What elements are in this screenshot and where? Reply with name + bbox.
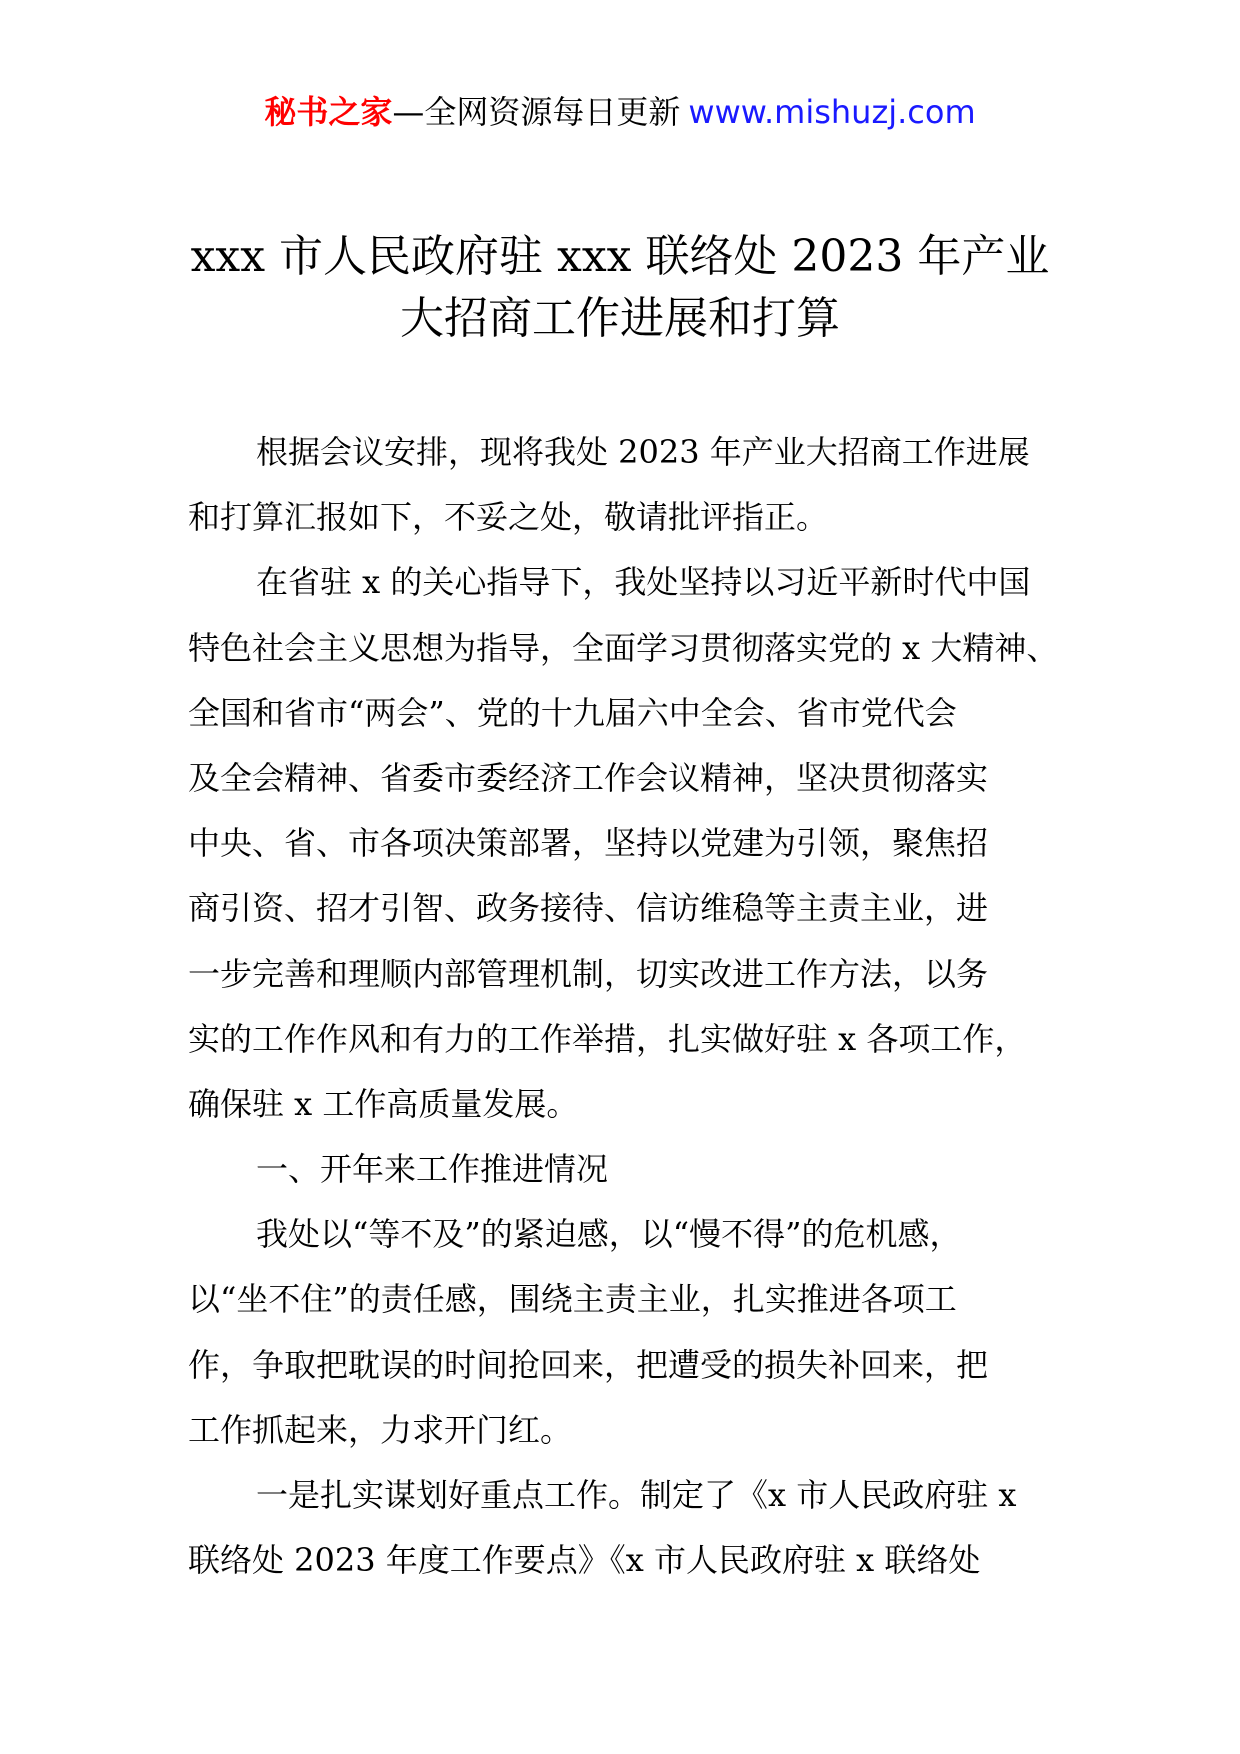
section-heading: 一、开年来工作推进情况 [256, 1150, 609, 1189]
paragraph-line: 一是扎实谋划好重点工作。制定了《x 市人民政府驻 x [256, 1476, 1017, 1514]
paragraph-line: 特色社会主义思想为指导，全面学习贯彻落实党的 x 大精神、 [188, 628, 1059, 667]
paragraph-line: 以“坐不住”的责任感，围绕主责主业，扎实推进各项工 [188, 1280, 957, 1319]
paragraph-line: 商引资、招才引智、政务接待、信访维稳等主责主业，进 [188, 889, 989, 928]
paragraph-line: 及全会精神、省委市委经济工作会议精神，坚决贯彻落实 [188, 758, 989, 797]
paragraph-line: 实的工作作风和有力的工作举措，扎实做好驻 x 各项工作， [188, 1019, 1027, 1058]
paragraph-line: 工作抓起来，力求开门红。 [188, 1410, 573, 1449]
paragraph-line: 和打算汇报如下，不妥之处，敬请批评指正。 [188, 498, 829, 537]
paragraph-line: 根据会议安排，现将我处 2023 年产业大招商工作进展 [256, 433, 1030, 471]
paragraph-line: 联络处 2023 年度工作要点》《x 市人民政府驻 x 联络处 [188, 1541, 981, 1580]
paragraph-line: 中央、省、市各项决策部署，坚持以党建为引领，聚焦招 [188, 824, 989, 863]
paragraph-line: 我处以“等不及”的紧迫感，以“慢不得”的危机感， [256, 1215, 962, 1254]
paragraph-line: 全国和省市“两会”、党的十九届六中全会、省市党代会 [188, 693, 957, 732]
site-brand: 秘书之家 [264, 93, 393, 131]
document-body [188, 420, 1068, 1593]
paragraph-line: 作，争取把耽误的时间抢回来，把遭受的损失补回来，把 [188, 1345, 989, 1384]
document-title [150, 226, 1090, 350]
paragraph-line: 确保驻 x 工作高质量发展。 [188, 1084, 579, 1123]
title-line-2: 大招商工作进展和打算 [400, 293, 840, 344]
site-url-link[interactable]: www.mishuzj.com [688, 93, 976, 131]
site-header [0, 92, 1240, 132]
paragraph-line: 在省驻 x 的关心指导下，我处坚持以习近平新时代中国 [256, 563, 1031, 602]
title-line-1: xxx 市人民政府驻 xxx 联络处 2023 年产业 [190, 231, 1050, 282]
paragraph-line: 一步完善和理顺内部管理机制，切实改进工作方法，以务 [188, 954, 989, 993]
site-tagline: —全网资源每日更新 [392, 93, 681, 131]
